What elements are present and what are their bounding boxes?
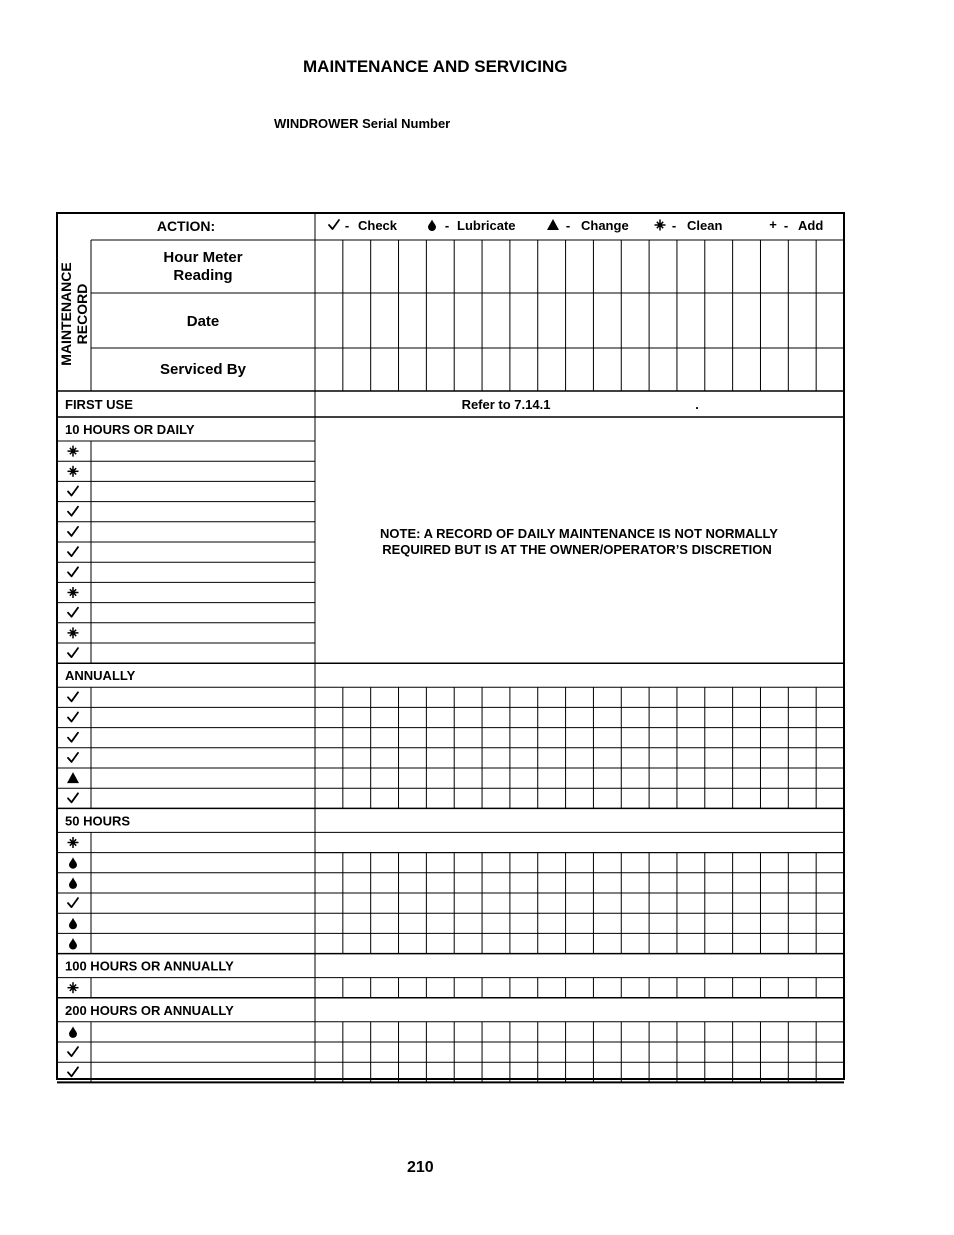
check-icon	[68, 713, 78, 722]
clean-star-icon	[68, 466, 79, 477]
side-label-maintenance: MAINTENANCE	[58, 262, 74, 366]
legend-separator: -	[444, 218, 450, 233]
page-number: 210	[407, 1159, 434, 1176]
check-icon	[68, 733, 78, 742]
serviced-by-label: Serviced By	[160, 361, 246, 378]
lubricate-drop-icon	[69, 938, 77, 950]
legend-separator: -	[344, 218, 350, 233]
clean-star-icon	[68, 837, 79, 848]
action-label: ACTION:	[156, 218, 216, 234]
legend-label-clean: Clean	[687, 218, 723, 233]
add-plus-icon: +	[769, 217, 777, 232]
clean-star-icon	[655, 220, 666, 231]
lubricate-drop-icon	[69, 857, 77, 869]
daily-note-line1: NOTE: A RECORD OF DAILY MAINTENANCE IS NOT NORMALLY	[380, 526, 778, 541]
legend-label-add: Add	[798, 218, 824, 233]
legend-separator: -	[565, 218, 571, 233]
date-label: Date	[186, 313, 220, 330]
check-icon	[329, 220, 339, 229]
check-icon	[68, 648, 78, 657]
clean-star-icon	[68, 446, 79, 457]
check-icon	[68, 1047, 78, 1056]
change-triangle-icon	[547, 219, 559, 230]
section-label: 200 HOURS OR ANNUALLY	[65, 1002, 234, 1018]
legend-label-change: Change	[581, 218, 629, 233]
daily-note-line2: REQUIRED BUT IS AT THE OWNER/OPERATOR’S DISCRETION	[382, 542, 772, 557]
check-icon	[68, 567, 78, 576]
change-triangle-icon	[67, 772, 79, 783]
section-label: 50 HOURS	[65, 813, 131, 829]
check-icon	[68, 608, 78, 617]
check-icon	[68, 1067, 78, 1076]
lubricate-drop-icon	[428, 220, 436, 232]
section-label: 100 HOURS OR ANNUALLY	[65, 958, 234, 974]
check-icon	[68, 692, 78, 701]
lubricate-drop-icon	[69, 1026, 77, 1038]
legend-label-lubricate: Lubricate	[457, 218, 516, 233]
check-icon	[68, 753, 78, 762]
clean-star-icon	[68, 982, 79, 993]
maintenance-record-side-label	[58, 262, 90, 365]
check-icon	[68, 793, 78, 802]
lubricate-drop-icon	[69, 877, 77, 889]
check-icon	[68, 898, 78, 907]
clean-star-icon	[68, 627, 79, 638]
table-border	[57, 213, 844, 1079]
first-use-dot: .	[695, 397, 699, 412]
first-use-label: FIRST USE	[65, 397, 133, 412]
check-icon	[68, 527, 78, 536]
first-use-refer: Refer to 7.14.1	[461, 397, 551, 412]
reading-label: Reading	[173, 267, 233, 284]
check-icon	[68, 547, 78, 556]
legend-separator: -	[671, 218, 677, 233]
legend-label-check: Check	[358, 218, 398, 233]
legend-separator: -	[783, 218, 789, 233]
lubricate-drop-icon	[69, 918, 77, 930]
side-label-record: RECORD	[74, 283, 90, 345]
serial-number-label: WINDROWER Serial Number	[274, 116, 451, 131]
clean-star-icon	[68, 587, 79, 598]
check-icon	[68, 507, 78, 516]
hour-meter-label: Hour Meter	[163, 249, 243, 266]
page-title: MAINTENANCE AND SERVICING	[303, 57, 568, 76]
section-label: ANNUALLY	[65, 668, 136, 684]
section-label: 10 HOURS OR DAILY	[65, 422, 195, 437]
check-icon	[68, 487, 78, 496]
